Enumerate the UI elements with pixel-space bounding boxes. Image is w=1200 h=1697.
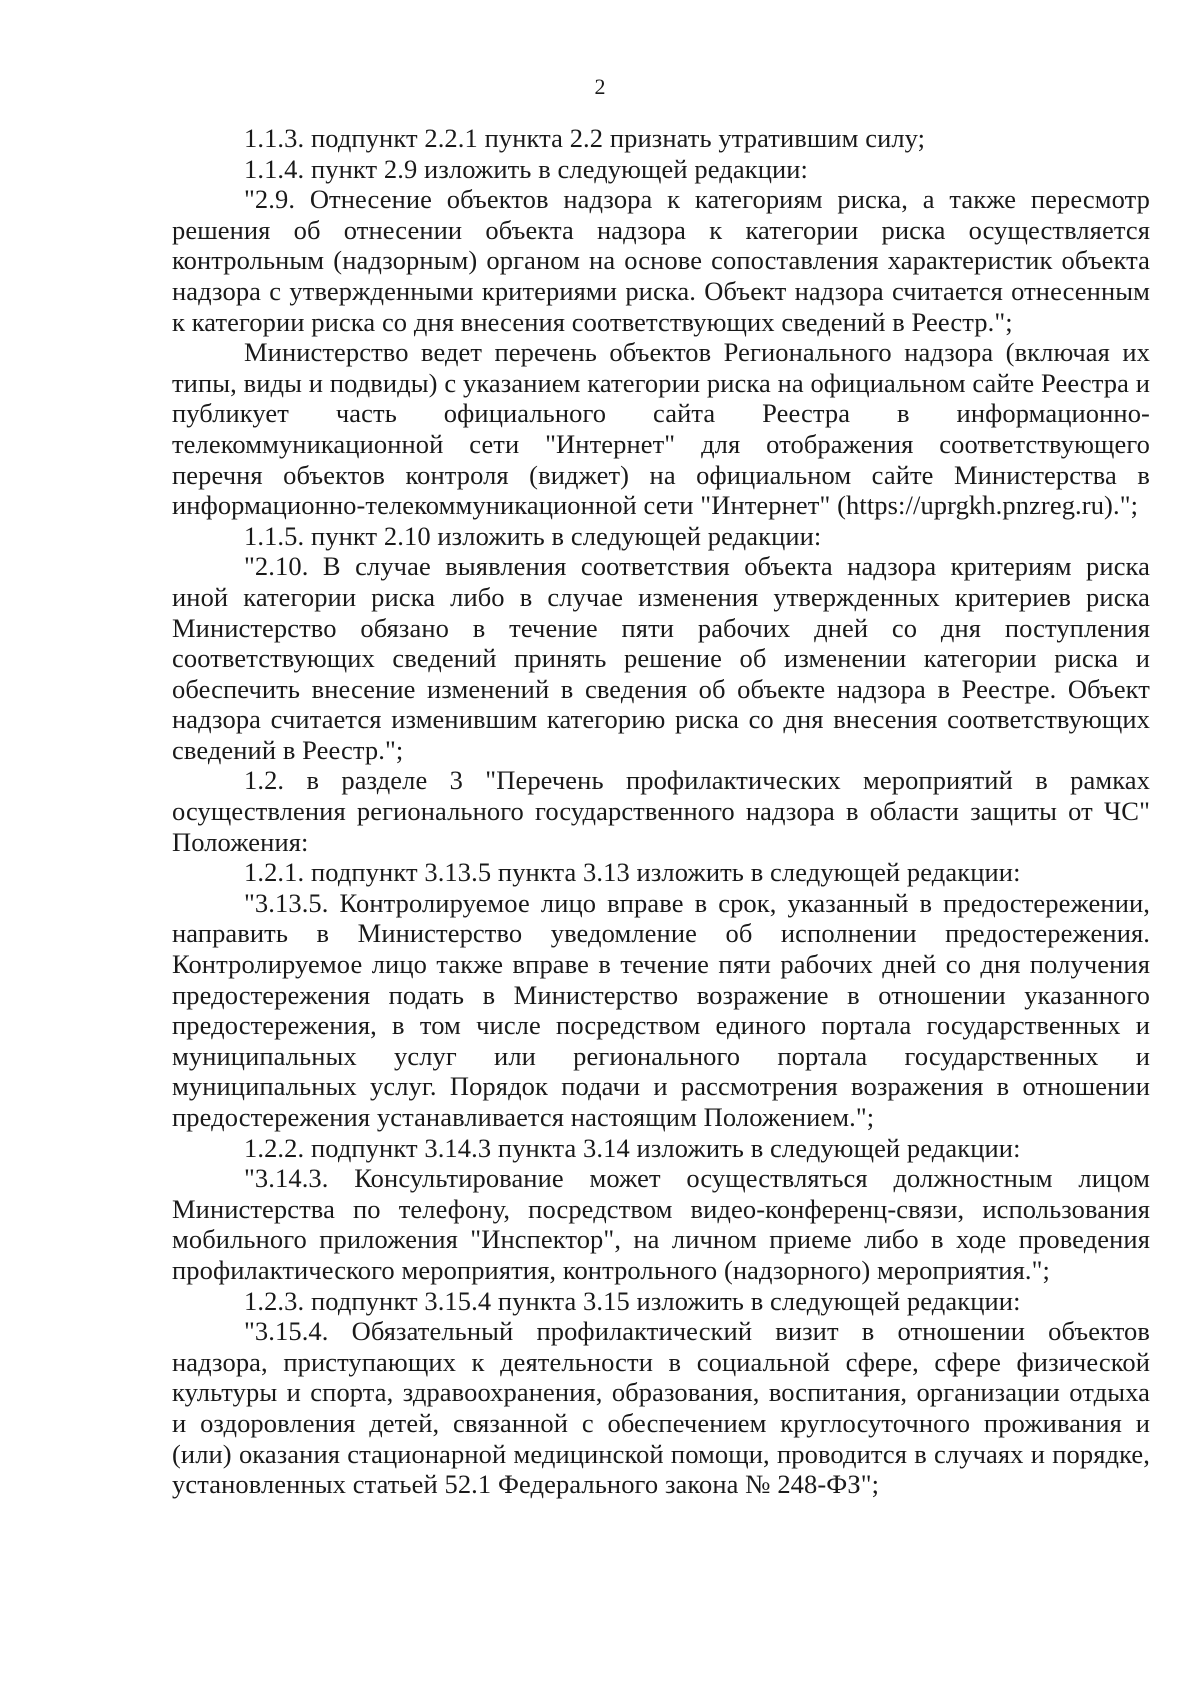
paragraph-1-1-5: 1.1.5. пункт 2.10 изложить в следующей редакции:: [244, 520, 822, 551]
quote-3-13-5: "3.13.5. Контролируемое лицо вправе в срок, указанный в предостережении, направить в Министерство уведомление об исполнении предостережения. Контролируемое лицо также вправе в течение пяти рабочих дней со дня получения предостережения подать в Министерство возражение в отношении указанного предостережения, в том числе посредством единого портала государственных и муниципальных услуг или регионального портала государственных и муниципальных услуг. Порядок подачи и рассмотрения возражения в отношении предостережения устанавливается настоящим Положением.";: [172, 887, 1150, 1132]
quote-3-15-4: "3.15.4. Обязательный профилактический визит в отношении объектов надзора, приступающих к деятельности в социальной сфере, сфере физической культуры и спорта, здравоохранения, образования, воспитания, организации отдыха и оздоровления детей, связанной с обеспечением круглосуточного проживания и (или) оказания стационарной медицинской помощи, проводится в случаях и порядке, установленных статьей 52.1 Федерального закона № 248-ФЗ";: [172, 1316, 1150, 1500]
paragraph-ministry-list: Министерство ведет перечень объектов Регионального надзора (включая их типы, виды и подвиды) с указанием категории риска на официальном сайте Реестра и публикует часть официального сайта Реестра в информационно-телекоммуникационной сети "Интернет" для отображения соответствующего перечня объектов контроля (виджет) на официальном сайте Министерства в информационно-телекоммуникационной сети "Интернет" (https://uprgkh.pnzreg.ru).";: [172, 337, 1150, 521]
paragraph-1-1-4: 1.1.4. пункт 2.9 изложить в следующей редакции:: [244, 153, 809, 184]
paragraph-1-2-2: 1.2.2. подпункт 3.14.3 пункта 3.14 изложить в следующей редакции:: [244, 1132, 1021, 1163]
paragraph-1-1-3: 1.1.3. подпункт 2.2.1 пункта 2.2 признать утратившим силу;: [244, 123, 926, 153]
paragraph-1-2: 1.2. в разделе 3 "Перечень профилактических мероприятий в рамках осуществления регионального государственного надзора в области защиты от ЧС" Положения:: [172, 765, 1150, 857]
quote-3-14-3: "3.14.3. Консультирование может осуществляться должностным лицом Министерства по телефону, посредством видео-конференц-связи, использования мобильного приложения "Инспектор", на личном приеме либо в ходе проведения профилактического мероприятия, контрольного (надзорного) мероприятия.";: [172, 1163, 1150, 1285]
page-number: 2: [594, 74, 606, 99]
paragraph-1-2-1: 1.2.1. подпункт 3.13.5 пункта 3.13 изложить в следующей редакции:: [244, 857, 1021, 888]
quote-2-10: "2.10. В случае выявления соответствия объекта надзора критериям риска иной категории риска либо в случае изменения утвержденных критериев риска Министерство обязано в течение пяти рабочих дней со дня поступления соответствующих сведений принять решение об изменении категории риска и обеспечить внесение изменений в сведения об объекте надзора в Реестре. Объект надзора считается изменившим категорию риска со дня внесения соответствующих сведений в Реестр.";: [172, 551, 1150, 765]
document-body: [172, 123, 1150, 1500]
paragraph-1-2-3: 1.2.3. подпункт 3.15.4 пункта 3.15 изложить в следующей редакции:: [244, 1285, 1021, 1316]
quote-2-9: "2.9. Отнесение объектов надзора к категориям риска, а также пересмотр решения об отнесении объекта надзора к категории риска осуществляется контрольным (надзорным) органом на основе сопоставления характеристик объекта надзора с утвержденными критериями риска. Объект надзора считается отнесенным к категории риска со дня внесения соответствующих сведений в Реестр.";: [172, 184, 1150, 337]
